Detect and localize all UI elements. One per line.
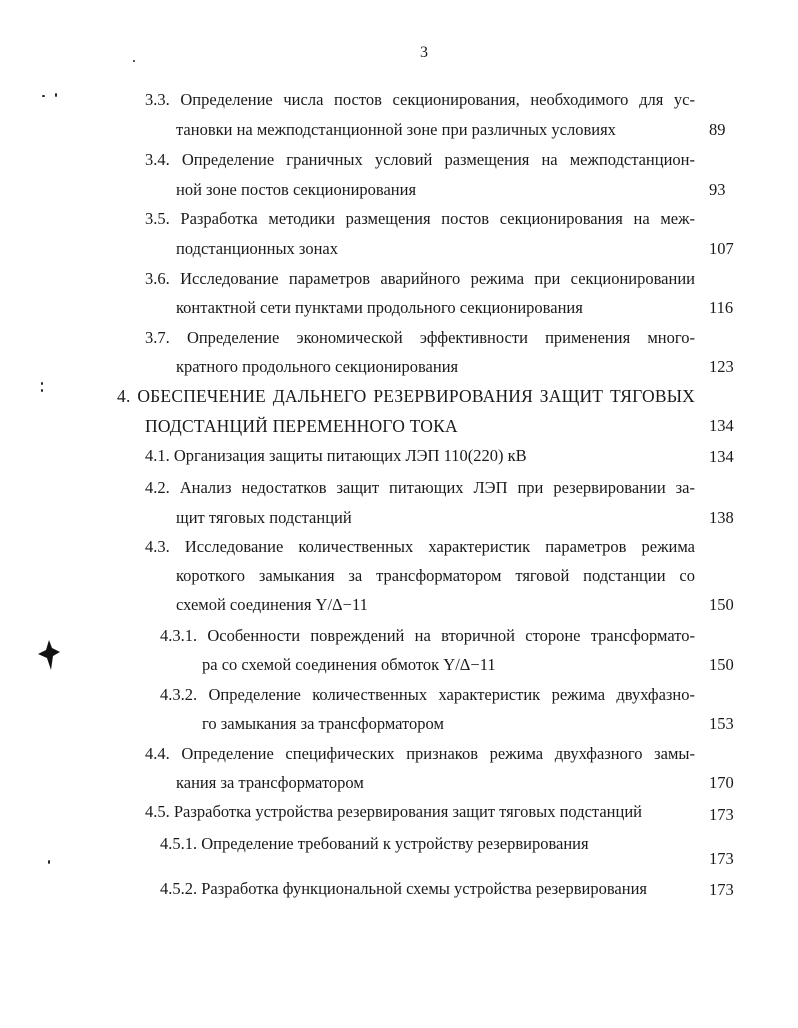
toc-entry-4-3-2-line-1: 4.3.2. Определение количественных характеристик режима двухфазно- <box>160 685 695 704</box>
toc-entry-4-5-page: 173 <box>709 805 734 824</box>
toc-entry-3-4-line-2: ной зоне постов секционирования <box>176 180 417 199</box>
scan-speck <box>133 60 135 62</box>
toc-entry-4-5-1-page: 173 <box>709 849 734 868</box>
toc-entry-3-5-page: 107 <box>709 239 734 258</box>
toc-entry-4-line-1: 4. ОБЕСПЕЧЕНИЕ ДАЛЬНЕГО РЕЗЕРВИРОВАНИЯ ЗАЩИТ ТЯГОВЫХ <box>117 386 695 406</box>
toc-entry-4-4-page: 170 <box>709 773 734 792</box>
toc-entry-4-4-line-2: кания за трансформатором <box>176 773 364 792</box>
toc-entry-3-7-line-1: 3.7. Определение экономической эффективности применения много- <box>145 328 695 347</box>
page-number: 3 <box>420 44 428 61</box>
toc-entry-4-3-2-line-2: го замыкания за трансформатором <box>202 714 444 733</box>
toc-entry-3-5-line-2: подстанционных зонах <box>176 239 338 258</box>
scan-speck <box>42 95 45 97</box>
toc-entry-4-3-page: 150 <box>709 595 734 614</box>
toc-entry-4-page: 134 <box>709 416 734 435</box>
toc-entry-3-5-line-1: 3.5. Разработка методики размещения постов секционирования на меж- <box>145 209 695 228</box>
toc-entry-3-3-line-2: тановки на межподстанционной зоне при различных условиях <box>176 120 616 139</box>
toc-entry-3-4-page: 93 <box>709 180 726 199</box>
toc-entry-4-3-line-2: короткого замыкания за трансформатором тяговой подстанции со <box>176 566 695 585</box>
scan-speck <box>41 382 43 385</box>
toc-entry-4-2-page: 138 <box>709 508 734 527</box>
scan-speck <box>55 93 57 97</box>
toc-entry-4-5-2-page: 173 <box>709 880 734 899</box>
toc-entry-4-2-line-2: щит тяговых подстанций <box>176 508 352 527</box>
toc-entry-4-3-1-line-1: 4.3.1. Особенности повреждений на вторичной стороне трансформато- <box>160 626 695 645</box>
toc-entry-4-3-line-3: схемой соединения Y/Δ−11 <box>176 595 368 614</box>
toc-entry-4-4-line-1: 4.4. Определение специфических признаков режима двухфазного замы- <box>145 744 695 763</box>
toc-entry-4-2-line-1: 4.2. Анализ недостатков защит питающих ЛЭП при резервировании за- <box>145 478 695 497</box>
toc-entry-3-6-page: 116 <box>709 298 734 317</box>
toc-entry-4-3-2-page: 153 <box>709 714 734 733</box>
toc-entry-3-4-line-1: 3.4. Определение граничных условий размещения на межподстанцион- <box>145 150 695 169</box>
scan-speck <box>48 860 50 864</box>
toc-entry-4-5-line-1: 4.5. Разработка устройства резервирования защит тяговых подстанций <box>145 802 642 821</box>
toc-entry-4-5-1-line-1: 4.5.1. Определение требований к устройству резервирования <box>160 834 589 853</box>
toc-entry-4-3-line-1: 4.3. Исследование количественных характеристик параметров режима <box>145 537 695 556</box>
toc-entry-4-1-line-1: 4.1. Организация защиты питающих ЛЭП 110(220) кВ <box>145 446 527 465</box>
toc-entry-4-3-1-line-2: ра со схемой соединения обмоток Y/Δ−11 <box>202 655 496 674</box>
scan-blob <box>38 640 60 670</box>
toc-entry-4-5-2-line-1: 4.5.2. Разработка функциональной схемы устройства резервирования <box>160 879 647 898</box>
toc-entry-3-6-line-1: 3.6. Исследование параметров аварийного режима при секционировании <box>145 269 695 288</box>
toc-entry-3-7-page: 123 <box>709 357 734 376</box>
toc-entry-3-6-line-2: контактной сети пунктами продольного секционирования <box>176 298 583 317</box>
toc-entry-4-line-2: ПОДСТАНЦИЙ ПЕРЕМЕННОГО ТОКА <box>145 416 458 436</box>
toc-entry-3-3-line-1: 3.3. Определение числа постов секционирования, необходимого для ус- <box>145 90 695 109</box>
scan-speck <box>41 389 43 392</box>
toc-entry-4-1-page: 134 <box>709 447 734 466</box>
toc-entry-3-3-page: 89 <box>709 120 726 139</box>
toc-entry-3-7-line-2: кратного продольного секционирования <box>176 357 459 376</box>
toc-entry-4-3-1-page: 150 <box>709 655 734 674</box>
